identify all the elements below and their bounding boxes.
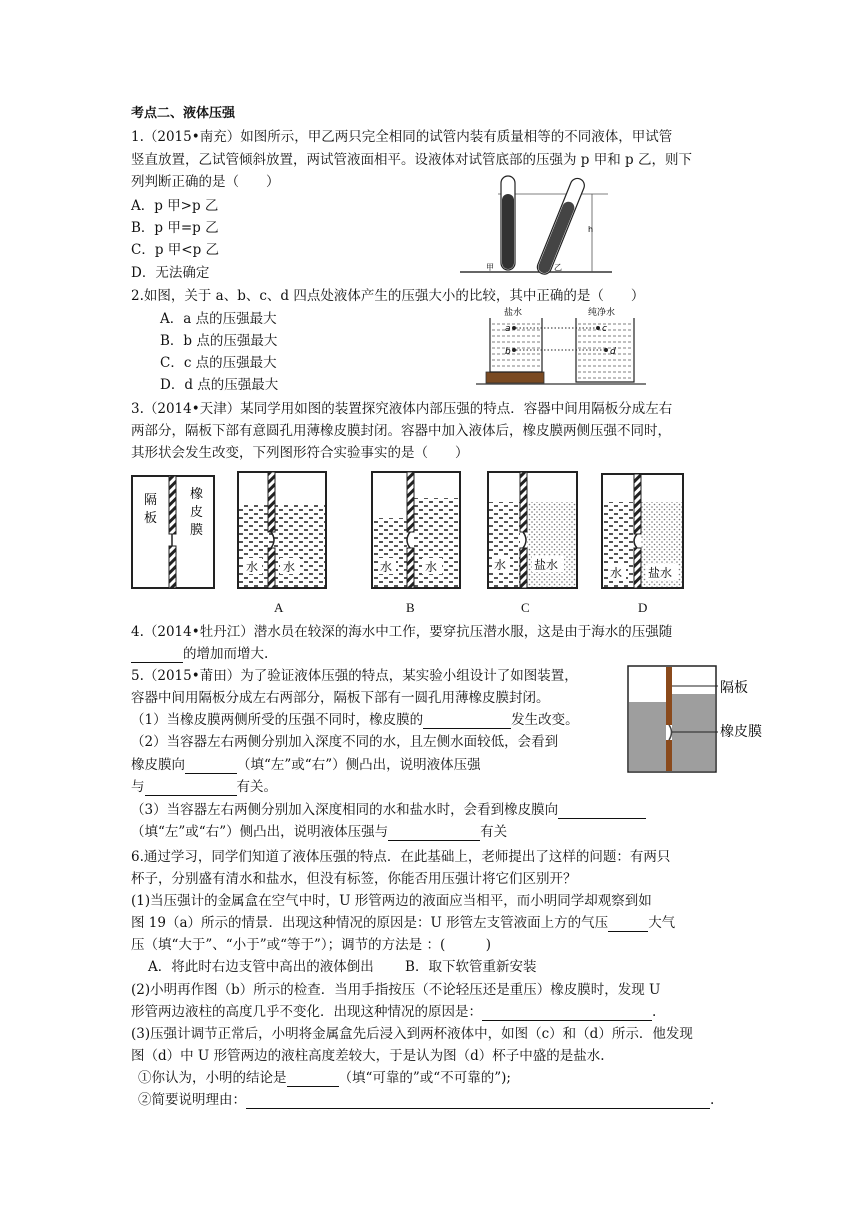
q3-label-ban: 板 (144, 511, 158, 526)
q1-option-a: A．p 甲>p 乙 (131, 198, 219, 214)
q6-explanation-blank[interactable] (246, 1094, 710, 1109)
q5-container-figure (626, 664, 776, 776)
q4-line2: 的增加而增大. (131, 645, 268, 663)
q6-line6: A．将此时右边支管中高出的液体倒出 B．取下软管重新安装 (148, 959, 537, 975)
q5-fig-label-geban: 隔板 (720, 680, 748, 696)
q5-p2-factor-blank[interactable] (145, 781, 237, 796)
q6-conclusion-blank[interactable] (287, 1072, 339, 1087)
q1-fig-label-h: h (588, 225, 594, 234)
q2-fig-label-d: d (610, 347, 616, 357)
q6-line5: 压（填“大于”、“小于”或“等于”）；调节的方法是 ：( ) (131, 937, 491, 953)
q5-part2-line2: 橡皮膜向 （填“左”或“右”）侧凸出，说明液体压强 (131, 757, 481, 773)
q3-stem-line2: 两部分，隔板下部有意圆孔用薄橡皮膜封闭。容器中加入液体后，橡皮膜两侧压强不同时， (131, 423, 671, 439)
q3-letter-b: B (406, 600, 415, 615)
q6-line11: ①你认为，小明的结论是 （填“可靠的”或“不可靠的”); (138, 1070, 511, 1086)
q5-stem-line2: 容器中间用隔板分成左右两部分，隔板下部有一圆孔用薄橡皮膜封闭。 (131, 690, 550, 706)
q1-test-tubes-figure (460, 170, 612, 280)
q3-letter-d: D (638, 600, 648, 615)
q3-c-right-label: 盐水 (534, 558, 559, 572)
q2-fig-label-a: a (505, 324, 511, 334)
q5-p1-blank[interactable] (423, 714, 511, 729)
q2-fig-label-c: c (602, 324, 607, 334)
q3-panel-a (238, 472, 326, 588)
q1-stem-line1: 1.（2015•南充）如图所示，甲乙两只完全相同的试管内装有质量相等的不同液体，甲试管 (131, 129, 673, 145)
q2-option-a: A．a 点的压强最大 (160, 311, 277, 327)
q5-p2-direction-blank[interactable] (185, 759, 237, 774)
q3-b-left-label: 水 (380, 560, 393, 574)
q6-line4: 图 19（a）所示的情景．出现这种情况的原因是：U 形管左支管液面上方的气压 大气 (131, 915, 676, 931)
q5-fig-label-xiangpimo: 橡皮膜 (720, 724, 762, 740)
q3-stem-line1: 3.（2014•天津）某同学用如图的装置探究液体内部压强的特点．容器中间用隔板分成左右 (131, 401, 673, 417)
q1-option-c: C．p 甲<p 乙 (131, 242, 220, 258)
q2-option-b: B．b 点的压强最大 (160, 333, 278, 349)
q3-c-left-label: 水 (494, 558, 507, 572)
q3-label-mo: 膜 (190, 523, 204, 538)
q5-part2-line3: 与 有关。 (131, 779, 277, 795)
q5-part1: （1）当橡皮膜两侧所受的压强不同时，橡皮膜的 发生改变。 (131, 712, 579, 728)
q3-letter-c: C (521, 600, 530, 615)
q3-a-right-label: 水 (283, 560, 296, 574)
q6-line9: (3)压强计调节正常后，小明将金属盒先后浸入到两杯液体中，如图（c）和（d）所示．他发现 (131, 1026, 693, 1042)
q2-fig-label-chunjingshui: 纯净水 (588, 308, 616, 318)
q3-label-xiang: 橡 (190, 487, 204, 502)
q1-stem-line3: 列判断正确的是（ ） (131, 174, 280, 190)
q6-line1: 6.通过学习，同学们知道了液体压强的特点．在此基础上，老师提出了这样的问题：有两只 (131, 849, 671, 865)
q5-p3-factor-blank[interactable] (388, 826, 480, 841)
q6-line10: 图（d）中 U 形管两边的液柱高度差较大，于是认为图（d）杯子中盛的是盐水. (131, 1048, 605, 1064)
q2-fig-label-yanshui: 盐水 (504, 308, 523, 318)
q3-letter-a: A (274, 600, 284, 615)
q3-stem-line3: 其形状会发生改变，下列图形符合实验事实的是（ ） (131, 445, 469, 461)
q3-panel-b (372, 472, 460, 588)
q5-stem-line1: 5.（2015•莆田）为了验证液体压强的特点，某实验小组设计了如图装置， (131, 668, 578, 684)
section-title: 考点二、液体压强 (131, 106, 236, 121)
q5-part3-line2: （填“左”或“右”）侧凸出，说明液体压强与 有关 (131, 824, 508, 840)
q1-option-d: D．无法确定 (131, 265, 210, 281)
q4-answer-blank[interactable] (131, 648, 183, 663)
q1-fig-label-jia: 甲 (486, 263, 494, 272)
q2-containers-figure (476, 304, 646, 386)
q3-label-pi: 皮 (190, 505, 204, 520)
q3-figures (128, 468, 688, 596)
q3-d-left-label: 水 (610, 566, 623, 580)
q1-option-b: B．p 甲=p 乙 (131, 220, 219, 236)
q2-option-d: D．d 点的压强最大 (160, 377, 279, 393)
q4-line1: 4.（2014•牡丹江）潜水员在较深的海水中工作，要穿抗压潜水服，这是由于海水的压强随 (131, 624, 673, 640)
q3-b-right-label: 水 (425, 560, 438, 574)
q3-panel-d (602, 474, 683, 588)
q1-stem-line2: 竖直放置，乙试管倾斜放置，两试管液面相平。设液体对试管底部的压强为 p 甲和 p 乙，则下 (131, 152, 692, 168)
q6-reason-blank[interactable] (482, 1006, 652, 1021)
q1-fig-label-yi: 乙 (554, 263, 562, 272)
q3-label-ge: 隔 (144, 493, 158, 508)
q2-fig-label-b: b (505, 347, 511, 357)
q3-a-left-label: 水 (246, 560, 259, 574)
q2-stem: 2.如图，关于 a、b、c、d 四点处液体产生的压强大小的比较，其中正确的是（ ） (131, 288, 645, 304)
q5-p3-direction-blank[interactable] (558, 804, 646, 819)
q6-pressure-blank[interactable] (608, 917, 648, 932)
q3-panel-c (488, 472, 577, 588)
q5-part3-line1: （3）当容器左右两侧分别加入深度相同的水和盐水时，会看到橡皮膜向 (131, 801, 646, 819)
q6-line12: ②简要说明理由： . (138, 1092, 715, 1108)
q6-line3: (1)当压强计的金属盒在空气中时，U 形管两边的液面应当相平，而小明同学却观察到如 (131, 893, 652, 909)
q6-line7: (2)小明再作图（b）所示的检查．当用手指按压（不论轻压还是重压）橡皮膜时，发现 U (131, 982, 661, 998)
q6-line2: 杯子，分别盛有清水和盐水，但没有标签，你能否用压强计将它们区别开？ (131, 871, 577, 887)
q5-part2-line1: （2）当容器左右两侧分别加入深度不同的水，且左侧水面较低，会看到 (131, 734, 559, 750)
q3-d-right-label: 盐水 (648, 566, 673, 580)
q2-option-c: C．c 点的压强最大 (160, 355, 277, 371)
q6-line8: 形管两边液柱的高度几乎不变化．出现这种情况的原因是： . (131, 1004, 657, 1020)
